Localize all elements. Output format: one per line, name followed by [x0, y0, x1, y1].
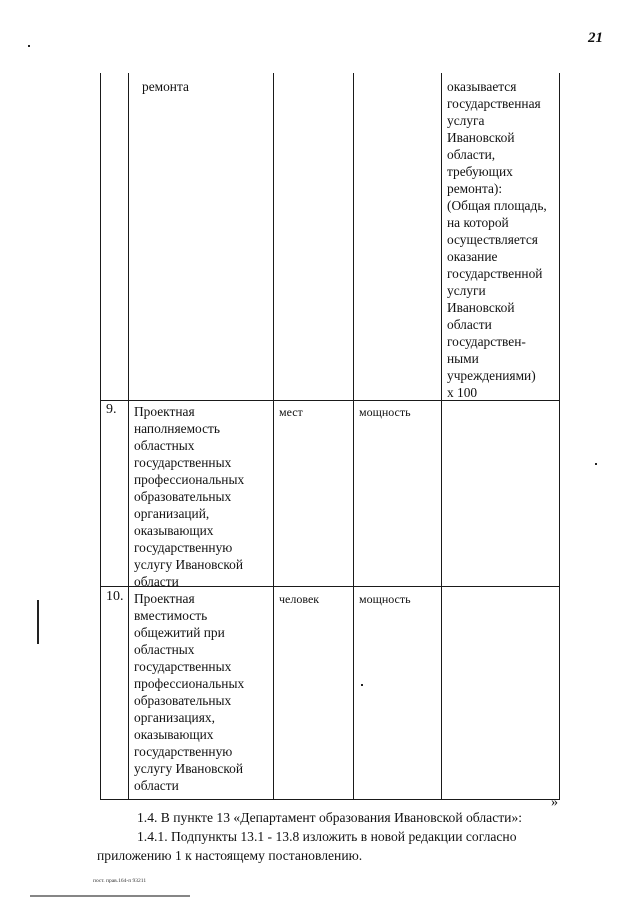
- table-cell-unit: человек: [279, 592, 320, 606]
- closing-quote: »: [551, 795, 558, 810]
- scan-mark: [361, 684, 363, 686]
- table-cell-name: ремонта: [142, 79, 189, 94]
- page-number: 21: [588, 30, 603, 46]
- table-cell-unit: мест: [279, 405, 303, 419]
- scan-mark: [37, 600, 39, 644]
- column-divider: [128, 73, 129, 799]
- table-cell-type: мощность: [359, 592, 411, 606]
- paragraph-1-4-1-cont: приложению 1 к настоящему постановлению.: [97, 848, 363, 863]
- column-divider: [353, 73, 354, 799]
- paragraph-1-4-1: 1.4.1. Подпункты 13.1 - 13.8 изложить в новой редакции согласно: [137, 829, 517, 844]
- scan-mark: [28, 45, 30, 47]
- indicators-table: [100, 73, 560, 800]
- table-cell-type: мощность: [359, 405, 411, 419]
- row-number: 10.: [106, 589, 124, 604]
- column-divider: [441, 73, 442, 799]
- table-cell-formula: оказывается государственная услуга Ивановской области, требующих ремонта): (Общая площадь, на которой осуществляется оказание государственной услуги Ивановской области государствен- ными учреждениями) х 100: [447, 79, 547, 400]
- document-code: пост. прав.164-п 93211: [93, 878, 147, 884]
- scan-mark: [595, 463, 597, 465]
- table-cell-name: Проектная вместимость общежитий при областных государственных профессиональных образовательных организациях, оказывающих государственную услугу Ивановской области: [134, 591, 245, 793]
- column-divider: [273, 73, 274, 799]
- row-number: 9.: [106, 402, 117, 417]
- table-cell-name: Проектная наполняемость областных государственных профессиональных образовательных организаций, оказывающих государственную услугу Ивановской области: [134, 404, 245, 589]
- paragraph-1-4: 1.4. В пункте 13 «Департамент образования Ивановской области»:: [137, 810, 523, 825]
- scan-mark: [30, 895, 190, 897]
